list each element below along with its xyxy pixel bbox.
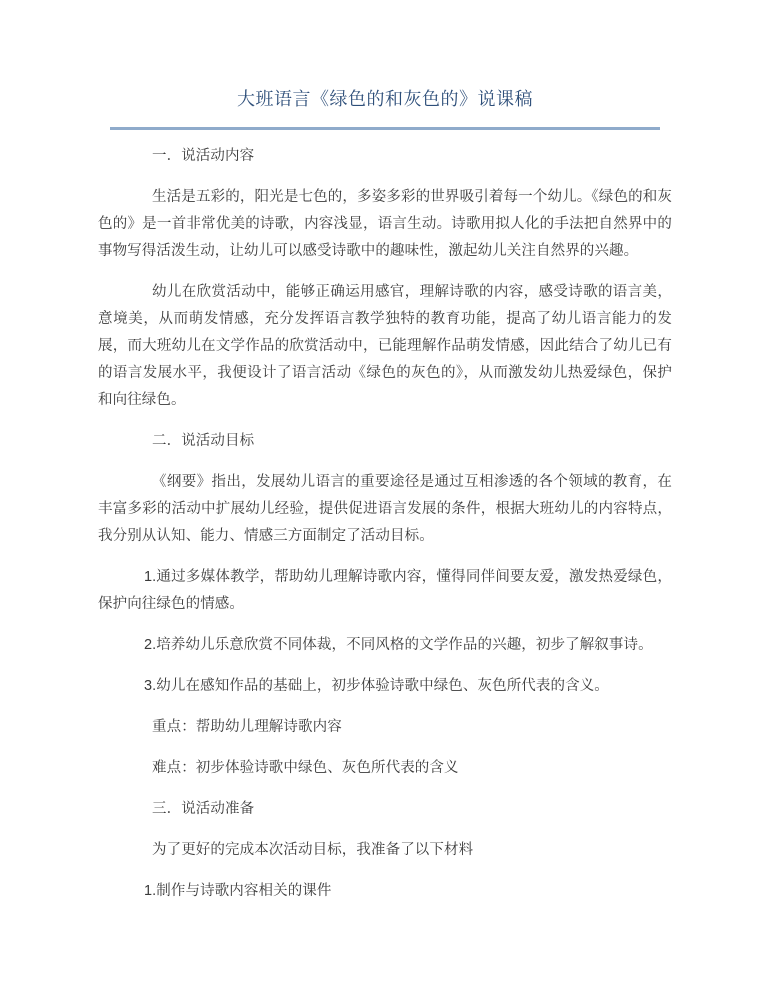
paragraph-intro-1: 生活是五彩的，阳光是七色的，多姿多彩的世界吸引着每一个幼儿。《绿色的和灰色的》是一首非常优美的诗歌，内容浅显，语言生动。诗歌用拟人化的手法把自然界中的事物写得活泼生动，让幼儿可以感受诗歌中的趣味性，激起幼儿关注自然界的兴趣。	[98, 189, 672, 259]
goal-item-3: 3.幼儿在感知作品的基础上，初步体验诗歌中绿色、灰色所代表的含义。	[144, 678, 609, 694]
document-title: 大班语言《绿色的和灰色的》说课稿	[237, 89, 533, 109]
difficult-point: 难点：初步体验诗歌中绿色、灰色所代表的含义	[152, 760, 459, 776]
paragraph-goals-intro: 《纲要》指出，发展幼儿语言的重要途径是通过互相渗透的各个领域的教育，在丰富多彩的活动中扩展幼儿经验，提供促进语言发展的条件，根据大班幼儿的内容特点，我分别从认知、能力、情感三方面制定了活动目标。	[98, 474, 672, 544]
key-point: 重点：帮助幼儿理解诗歌内容	[152, 719, 342, 735]
goal-item-2: 2.培养幼儿乐意欣赏不同体裁，不同风格的文学作品的兴趣，初步了解叙事诗。	[144, 637, 653, 653]
section-heading-activity-goals: 二．说活动目标	[152, 433, 255, 449]
preparation-item-1: 1.制作与诗歌内容相关的课件	[144, 883, 332, 899]
goal-item-1: 1.通过多媒体教学，帮助幼儿理解诗歌内容，懂得同伴间要友爱，激发热爱绿色，保护向往绿色的情感。	[98, 569, 672, 612]
section-heading-activity-content: 一．说活动内容	[152, 148, 255, 164]
paragraph-intro-2: 幼儿在欣赏活动中，能够正确运用感官，理解诗歌的内容，感受诗歌的语言美，意境美，从而萌发情感，充分发挥语言教学独特的教育功能，提高了幼儿语言能力的发展，而大班幼儿在文学作品的欣赏活动中，已能理解作品萌发情感，因此结合了幼儿已有的语言发展水平，我便设计了语言活动《绿色的灰色的》，从而激发幼儿热爱绿色，保护和向往绿色。	[98, 284, 672, 408]
title-divider-line	[110, 127, 660, 130]
document-body	[98, 143, 672, 905]
paragraph-preparation-intro: 为了更好的完成本次活动目标，我准备了以下材料	[152, 842, 474, 858]
section-heading-activity-preparation: 三．说活动准备	[152, 801, 255, 817]
